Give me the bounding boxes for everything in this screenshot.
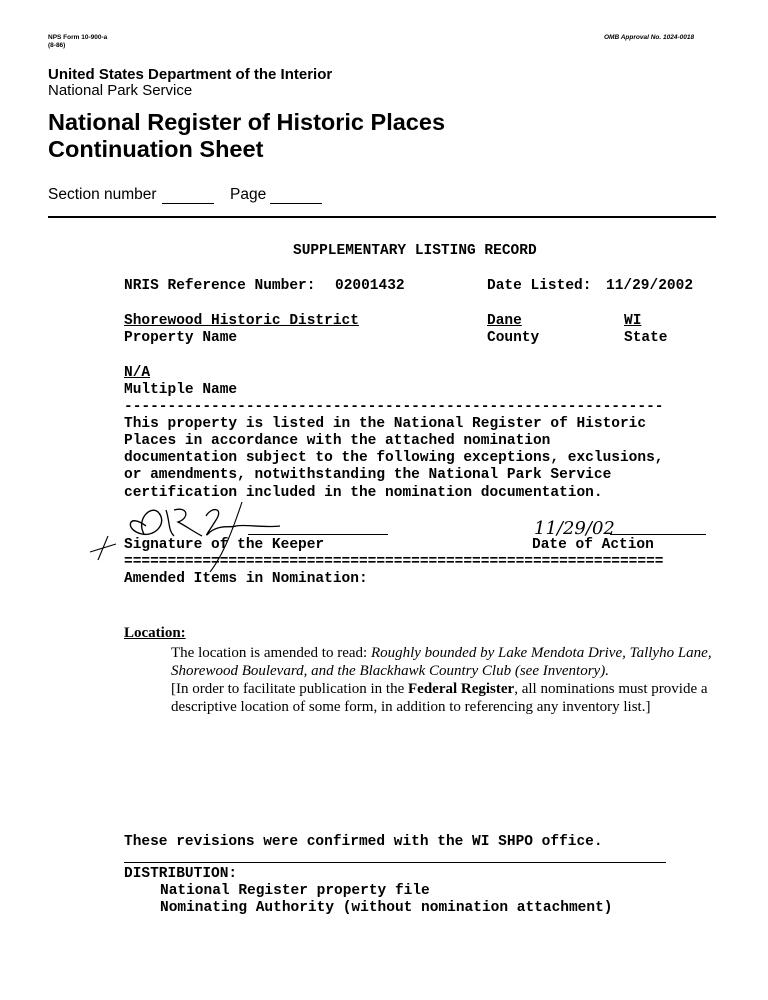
county-value: Dane xyxy=(487,313,522,329)
signature-line xyxy=(248,534,388,535)
page-subtitle: Continuation Sheet xyxy=(48,136,264,162)
header-divider xyxy=(48,216,716,218)
nris-value: 02001432 xyxy=(335,278,405,294)
distribution-divider xyxy=(124,862,666,863)
state-label: State xyxy=(624,330,668,346)
location-prefix: The location is amended to read: xyxy=(171,645,371,661)
double-divider: ============================================================== xyxy=(124,554,664,570)
body-line-2: Places in accordance with the attached nomination xyxy=(124,433,551,449)
multiple-name-value: N/A xyxy=(124,365,151,381)
section-number-blank xyxy=(162,203,214,204)
page-title: National Register of Historic Places xyxy=(48,109,446,135)
section-number-label: Section number xyxy=(48,186,157,203)
location-paragraph xyxy=(171,644,731,716)
form-revision-text: (8-86) xyxy=(48,42,66,49)
date-listed-value: 11/29/2002 xyxy=(606,278,694,294)
location-heading: Location: xyxy=(124,625,186,641)
location-boundary-line2: Shorewood Boulevard, and the Blackhawk Country Club (see Inventory). xyxy=(171,663,609,679)
date-listed-label: Date Listed: xyxy=(487,278,592,294)
note-suffix: , all nominations must provide a xyxy=(514,681,708,697)
agency-name: National Park Service xyxy=(48,82,193,99)
distribution-item: Nominating Authority (without nomination attachment) xyxy=(160,900,613,916)
signature-label: Signature of the Keeper xyxy=(124,537,325,553)
multiple-name-label: Multiple Name xyxy=(124,382,238,398)
confirmation-text: These revisions were confirmed with the WI SHPO office. xyxy=(124,834,603,850)
amended-items-label: Amended Items in Nomination: xyxy=(124,571,368,587)
page-number-blank xyxy=(270,203,322,204)
body-line-3: documentation subject to the following exceptions, exclusions, xyxy=(124,450,664,466)
nris-label: NRIS Reference Number: xyxy=(124,278,316,294)
property-name-label: Property Name xyxy=(124,330,238,346)
body-line-5: certification included in the nomination documentation. xyxy=(124,485,603,501)
note-line2: descriptive location of some form, in addition to referencing any inventory list.] xyxy=(171,699,651,715)
location-boundary-line1: Roughly bounded by Lake Mendota Drive, Tallyho Lane, xyxy=(370,645,712,661)
form-number-text: NPS Form 10-900-a xyxy=(48,34,108,41)
distribution-item: National Register property file xyxy=(160,883,430,899)
property-name-value: Shorewood Historic District xyxy=(124,313,359,329)
handwritten-date: 11/29/02 xyxy=(534,518,615,539)
date-of-action-label: Date of Action xyxy=(532,537,654,553)
department-name: United States Department of the Interior xyxy=(48,66,333,83)
body-line-1: This property is listed in the National Register of Historic xyxy=(124,416,647,432)
federal-register-text: Federal Register xyxy=(408,681,515,697)
page-label: Page xyxy=(230,186,267,203)
omb-approval: OMB Approval No. 1024-0018 xyxy=(604,34,695,41)
date-line xyxy=(610,534,706,535)
distribution-label: DISTRIBUTION: xyxy=(124,866,238,882)
note-prefix: [In order to facilitate publication in the xyxy=(171,681,408,697)
record-heading: SUPPLEMENTARY LISTING RECORD xyxy=(293,243,537,259)
body-line-4: or amendments, notwithstanding the National Park Service xyxy=(124,467,612,483)
dashed-divider: -------------------------------------------------------------- xyxy=(124,399,664,415)
county-label: County xyxy=(487,330,540,346)
state-value: WI xyxy=(624,313,642,329)
form-number xyxy=(48,34,107,50)
